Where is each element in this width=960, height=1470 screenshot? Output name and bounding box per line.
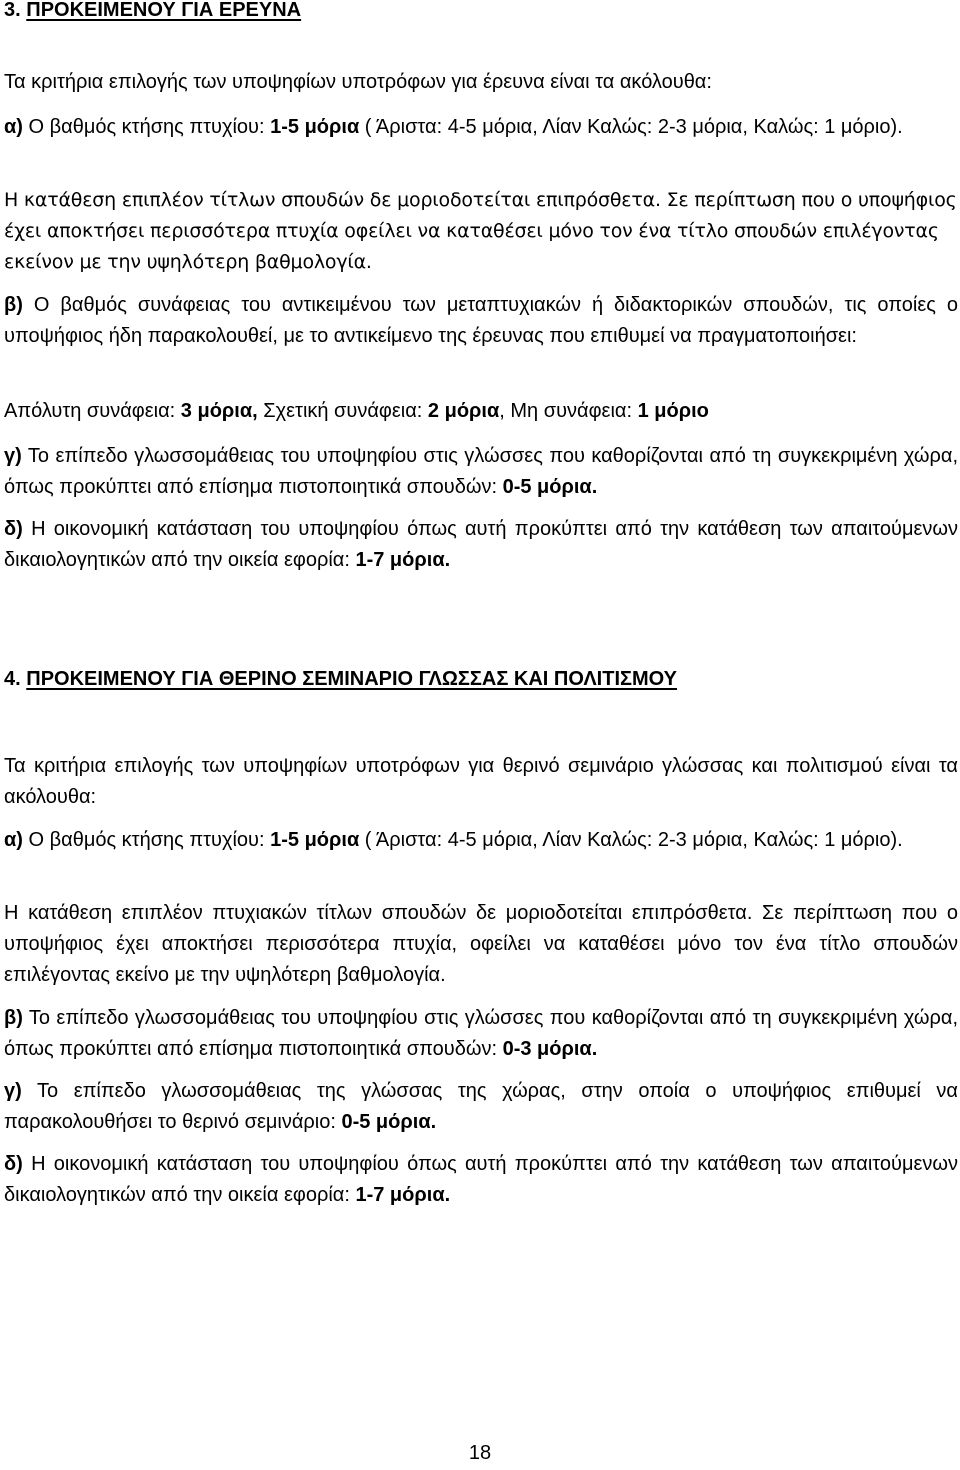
section-4-criterion-b: β) Το επίπεδο γλωσσομάθειας του υποψηφίου στις γλώσσες που καθορίζονται από τη συγκεκριμένη χώρα, όπως προκύπτει από επίσημα πιστοποιητικά σπουδών: 0-3 μόρια.	[4, 1007, 958, 1060]
section-3-heading	[4, 0, 958, 22]
criterion-label: β)	[4, 1007, 23, 1029]
section-4-title: ΠΡΟΚΕΙΜΕΝΟΥ ΓΙΑ ΘΕΡΙΝΟ ΣΕΜΙΝΑΡΙΟ ΓΛΩΣΣΑΣ ΚΑΙ ΠΟΛΙΤΙΣΜΟΥ	[26, 668, 678, 690]
criterion-label: γ)	[4, 1080, 22, 1102]
criterion-label: δ)	[4, 518, 23, 540]
section-4-criterion-d: δ) Η οικονομική κατάσταση του υποψηφίου όπως αυτή προκύπτει από την κατάθεση των απαιτούμενων δικαιολογητικών από την οικεία εφορία: 1-7 μόρια.	[4, 1153, 958, 1206]
section-4-heading	[4, 667, 958, 691]
criterion-label: α)	[4, 116, 23, 138]
section-4-number: 4.	[4, 668, 21, 690]
section-3-criterion-d: δ) Η οικονομική κατάσταση του υποψηφίου όπως αυτή προκύπτει από την κατάθεση των απαιτούμενων δικαιολογητικών από την οικεία εφορία: 1-7 μόρια.	[4, 518, 958, 571]
section-3-relevance-scores: Απόλυτη συνάφεια: 3 μόρια, Σχετική συνάφεια: 2 μόρια, Μη συνάφεια: 1 μόριο	[4, 400, 709, 422]
section-3-criterion-a-note: Η κατάθεση επιπλέον τίτλων σπουδών δε μοριοδοτείται επιπρόσθετα. Σε περίπτωση που ο υποψήφιος έχει αποκτήσει περισσότερα πτυχία οφείλει να καταθέσει μόνο τον ένα τίτλο σπουδών επιλέγοντας εκείνον με την υψηλότερη βαθμολογία.	[4, 189, 957, 273]
criterion-label: β)	[4, 294, 23, 316]
section-3-intro: Τα κριτήρια επιλογής των υποψηφίων υποτρόφων για έρευνα είναι τα ακόλουθα:	[4, 71, 712, 93]
section-3-criterion-c: γ) Το επίπεδο γλωσσομάθειας του υποψηφίου στις γλώσσες που καθορίζονται από τη συγκεκριμένη χώρα, όπως προκύπτει από επίσημα πιστοποιητικά σπουδών: 0-5 μόρια.	[4, 445, 958, 498]
criterion-label: α)	[4, 829, 23, 851]
section-4-criterion-c: γ) Το επίπεδο γλωσσομάθειας της γλώσσας της χώρας, στην οποία ο υποψήφιος επιθυμεί να παρακολουθήσει το θερινό σεμινάριο: 0-5 μόρια.	[4, 1080, 958, 1133]
section-4-intro: Τα κριτήρια επιλογής των υποψηφίων υποτρόφων για θερινό σεμινάριο γλώσσας και πολιτισμού είναι τα ακόλουθα:	[4, 755, 958, 808]
section-4-criterion-a: α) Ο βαθμός κτήσης πτυχίου: 1-5 μόρια ( Άριστα: 4-5 μόρια, Λίαν Καλώς: 2-3 μόρια, Καλώς: 1 μόριο).	[4, 829, 903, 851]
section-3-criterion-b: β) Ο βαθμός συνάφειας του αντικειμένου των μεταπτυχιακών ή διδακτορικών σπουδών, τις οποίες ο υποψήφιος ήδη παρακολουθεί, με το αντικείμενο της έρευνας που επιθυμεί να πραγματοποιήσει:	[4, 294, 958, 347]
section-3-criterion-a: α) Ο βαθμός κτήσης πτυχίου: 1-5 μόρια ( Άριστα: 4-5 μόρια, Λίαν Καλώς: 2-3 μόρια, Καλώς: 1 μόριο).	[4, 116, 903, 138]
criterion-label: γ)	[4, 445, 22, 467]
section-3-title: ΠΡΟΚΕΙΜΕΝΟΥ ΓΙΑ ΕΡΕΥΝΑ	[26, 0, 302, 21]
criterion-label: δ)	[4, 1153, 23, 1175]
page-number: 18	[468, 1442, 492, 1464]
section-3-number: 3.	[4, 0, 21, 21]
section-4-criterion-a-note: Η κατάθεση επιπλέον πτυχιακών τίτλων σπουδών δε μοριοδοτείται επιπρόσθετα. Σε περίπτωση που ο υποψήφιος έχει αποκτήσει περισσότερα πτυχία, οφείλει να καταθέσει μόνο τον ένα τίτλο σπουδών επιλέγοντας εκείνο με την υψηλότερη βαθμολογία.	[4, 902, 958, 986]
